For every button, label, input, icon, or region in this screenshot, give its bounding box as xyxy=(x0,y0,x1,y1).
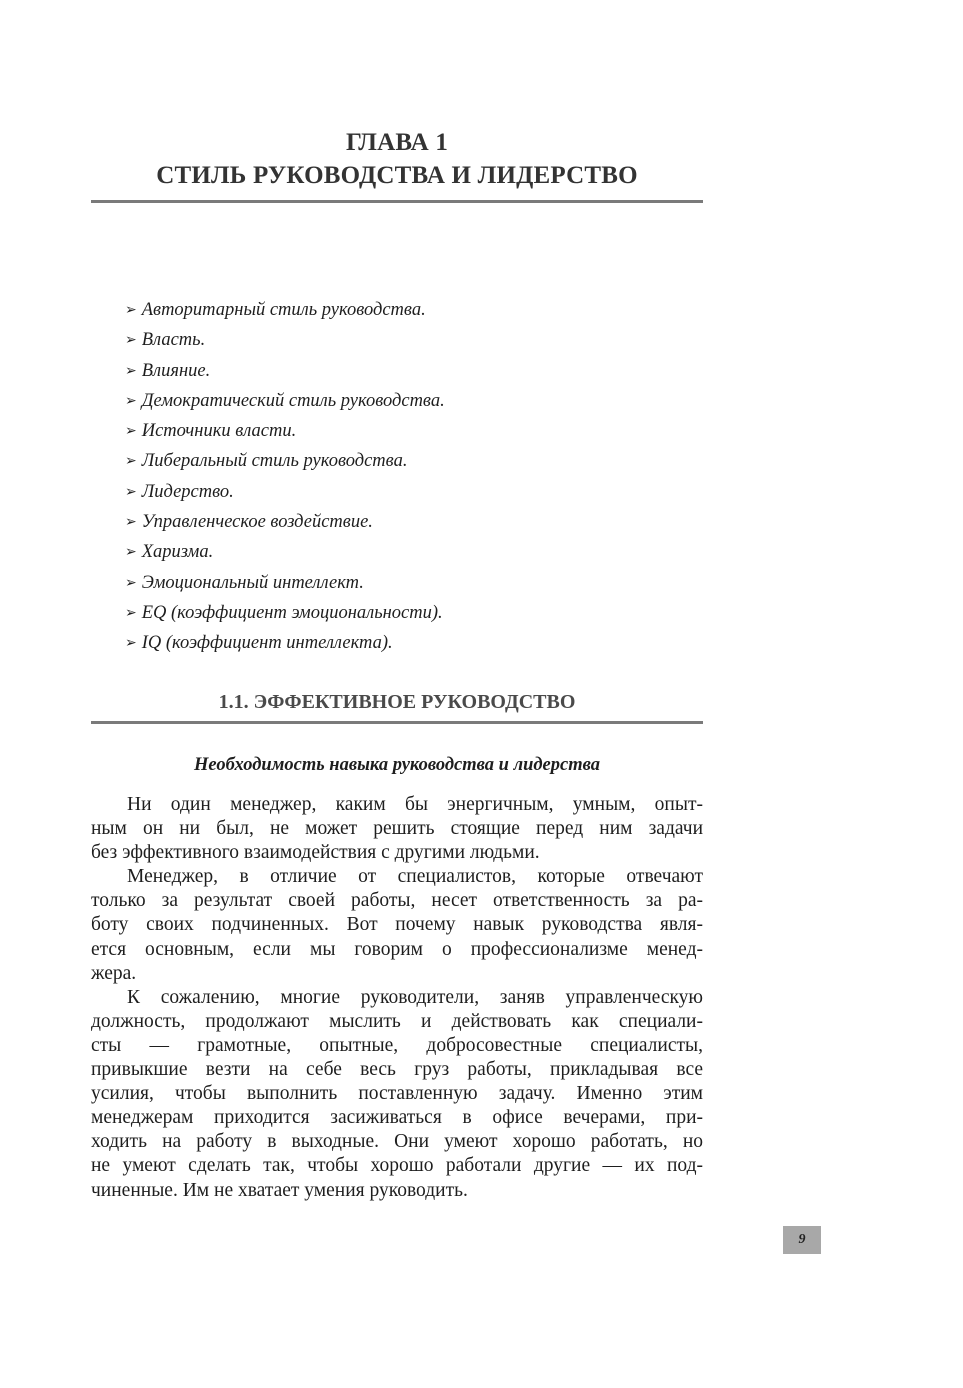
arrow-bullet-icon: ➢ xyxy=(125,302,137,318)
keyword-item xyxy=(125,629,445,659)
arrow-bullet-icon: ➢ xyxy=(125,423,137,440)
text-line: К сожалению, многие руководители, заняв управленческую xyxy=(127,986,703,1008)
keyword-text: Источники власти. xyxy=(141,421,297,442)
text-line: ным он ни был, не может решить стоящие перед ним задачи xyxy=(91,818,703,840)
arrow-bullet-icon: ➢ xyxy=(125,635,137,652)
arrow-bullet-icon: ➢ xyxy=(125,332,137,349)
section-title: 1.1. ЭФФЕКТИВНОЕ РУКОВОДСТВО xyxy=(218,691,576,713)
keyword-item xyxy=(125,478,445,508)
keyword-text: Харизма. xyxy=(141,542,214,563)
keyword-text: IQ (коэффициент интеллекта). xyxy=(141,633,393,654)
chapter-divider xyxy=(91,200,703,203)
keyword-list xyxy=(125,296,445,660)
text-line: ходить на работу в выходные. Они умеют хорошо работать, но xyxy=(91,1131,703,1153)
keyword-text: Лидерство. xyxy=(141,481,234,502)
text-line: боту своих подчиненных. Вот почему навык руководства явля- xyxy=(91,914,703,936)
keyword-text: EQ (коэффициент эмоциональности). xyxy=(141,602,443,623)
text-line: должность, продолжают мыслить и действовать как специали- xyxy=(91,1010,703,1032)
subsection-title: Необходимость навыка руководства и лидерства xyxy=(193,755,601,775)
arrow-bullet-icon: ➢ xyxy=(125,362,137,379)
keyword-item xyxy=(125,296,445,326)
keyword-text: Эмоциональный интеллект. xyxy=(141,572,364,593)
section-divider xyxy=(91,721,703,724)
keyword-item xyxy=(125,508,445,538)
keyword-text: Управленческое воздействие. xyxy=(141,512,373,533)
arrow-bullet-icon: ➢ xyxy=(125,604,137,621)
arrow-bullet-icon: ➢ xyxy=(125,392,137,409)
arrow-bullet-icon: ➢ xyxy=(125,514,137,531)
keyword-text: Авторитарный стиль руководства. xyxy=(141,300,426,320)
keyword-item xyxy=(125,447,445,477)
text-line: жера. xyxy=(91,962,137,984)
text-line: без эффективного взаимодействия с другими людьми. xyxy=(91,842,540,864)
arrow-bullet-icon: ➢ xyxy=(125,574,137,591)
keyword-text: Демократический стиль руководства. xyxy=(141,390,445,411)
text-line: сты — грамотные, опытные, добросовестные специалисты, xyxy=(91,1034,703,1056)
keyword-item xyxy=(125,357,445,387)
text-line: менеджерам приходится засиживаться в офисе вечерами, при- xyxy=(91,1107,703,1129)
keyword-text: Либеральный стиль руководства. xyxy=(141,451,408,472)
arrow-bullet-icon: ➢ xyxy=(125,453,137,470)
text-line: Ни один менеджер, каким бы энергичным, умным, опыт- xyxy=(127,794,703,815)
text-line: только за результат своей работы, несет ответственность за ра- xyxy=(91,890,703,912)
text-line: усилия, чтобы выполнить поставленную задачу. Именно этим xyxy=(91,1083,703,1105)
keyword-item xyxy=(125,599,445,629)
paragraph xyxy=(91,793,703,865)
body-text xyxy=(91,793,703,1203)
text-line: не умеют сделать так, чтобы хорошо работали другие — их под- xyxy=(91,1155,703,1177)
text-line: привыкшие везти на себе весь груз работы, прикладывая все xyxy=(91,1059,703,1081)
paragraph xyxy=(91,865,703,985)
keyword-item xyxy=(125,538,445,568)
keyword-item xyxy=(125,387,445,417)
arrow-bullet-icon: ➢ xyxy=(125,483,137,500)
keyword-item xyxy=(125,569,445,599)
keyword-item xyxy=(125,326,445,356)
paragraph xyxy=(91,986,703,1203)
keyword-item xyxy=(125,417,445,447)
text-line: ется основным, если мы говорим о профессионализме менед- xyxy=(91,938,703,960)
arrow-bullet-icon: ➢ xyxy=(125,544,137,561)
chapter-title: СТИЛЬ РУКОВОДСТВА И ЛИДЕРСТВО xyxy=(156,162,638,189)
keyword-text: Влияние. xyxy=(141,360,211,381)
chapter-heading xyxy=(91,126,703,192)
keyword-text: Власть. xyxy=(141,330,206,351)
page-number: 9 xyxy=(783,1226,821,1254)
text-line: Менеджер, в отличие от специалистов, которые отвечают xyxy=(127,866,703,888)
text-line: чиненные. Им не хватает умения руководить. xyxy=(91,1179,468,1201)
chapter-number: ГЛАВА 1 xyxy=(345,129,449,156)
